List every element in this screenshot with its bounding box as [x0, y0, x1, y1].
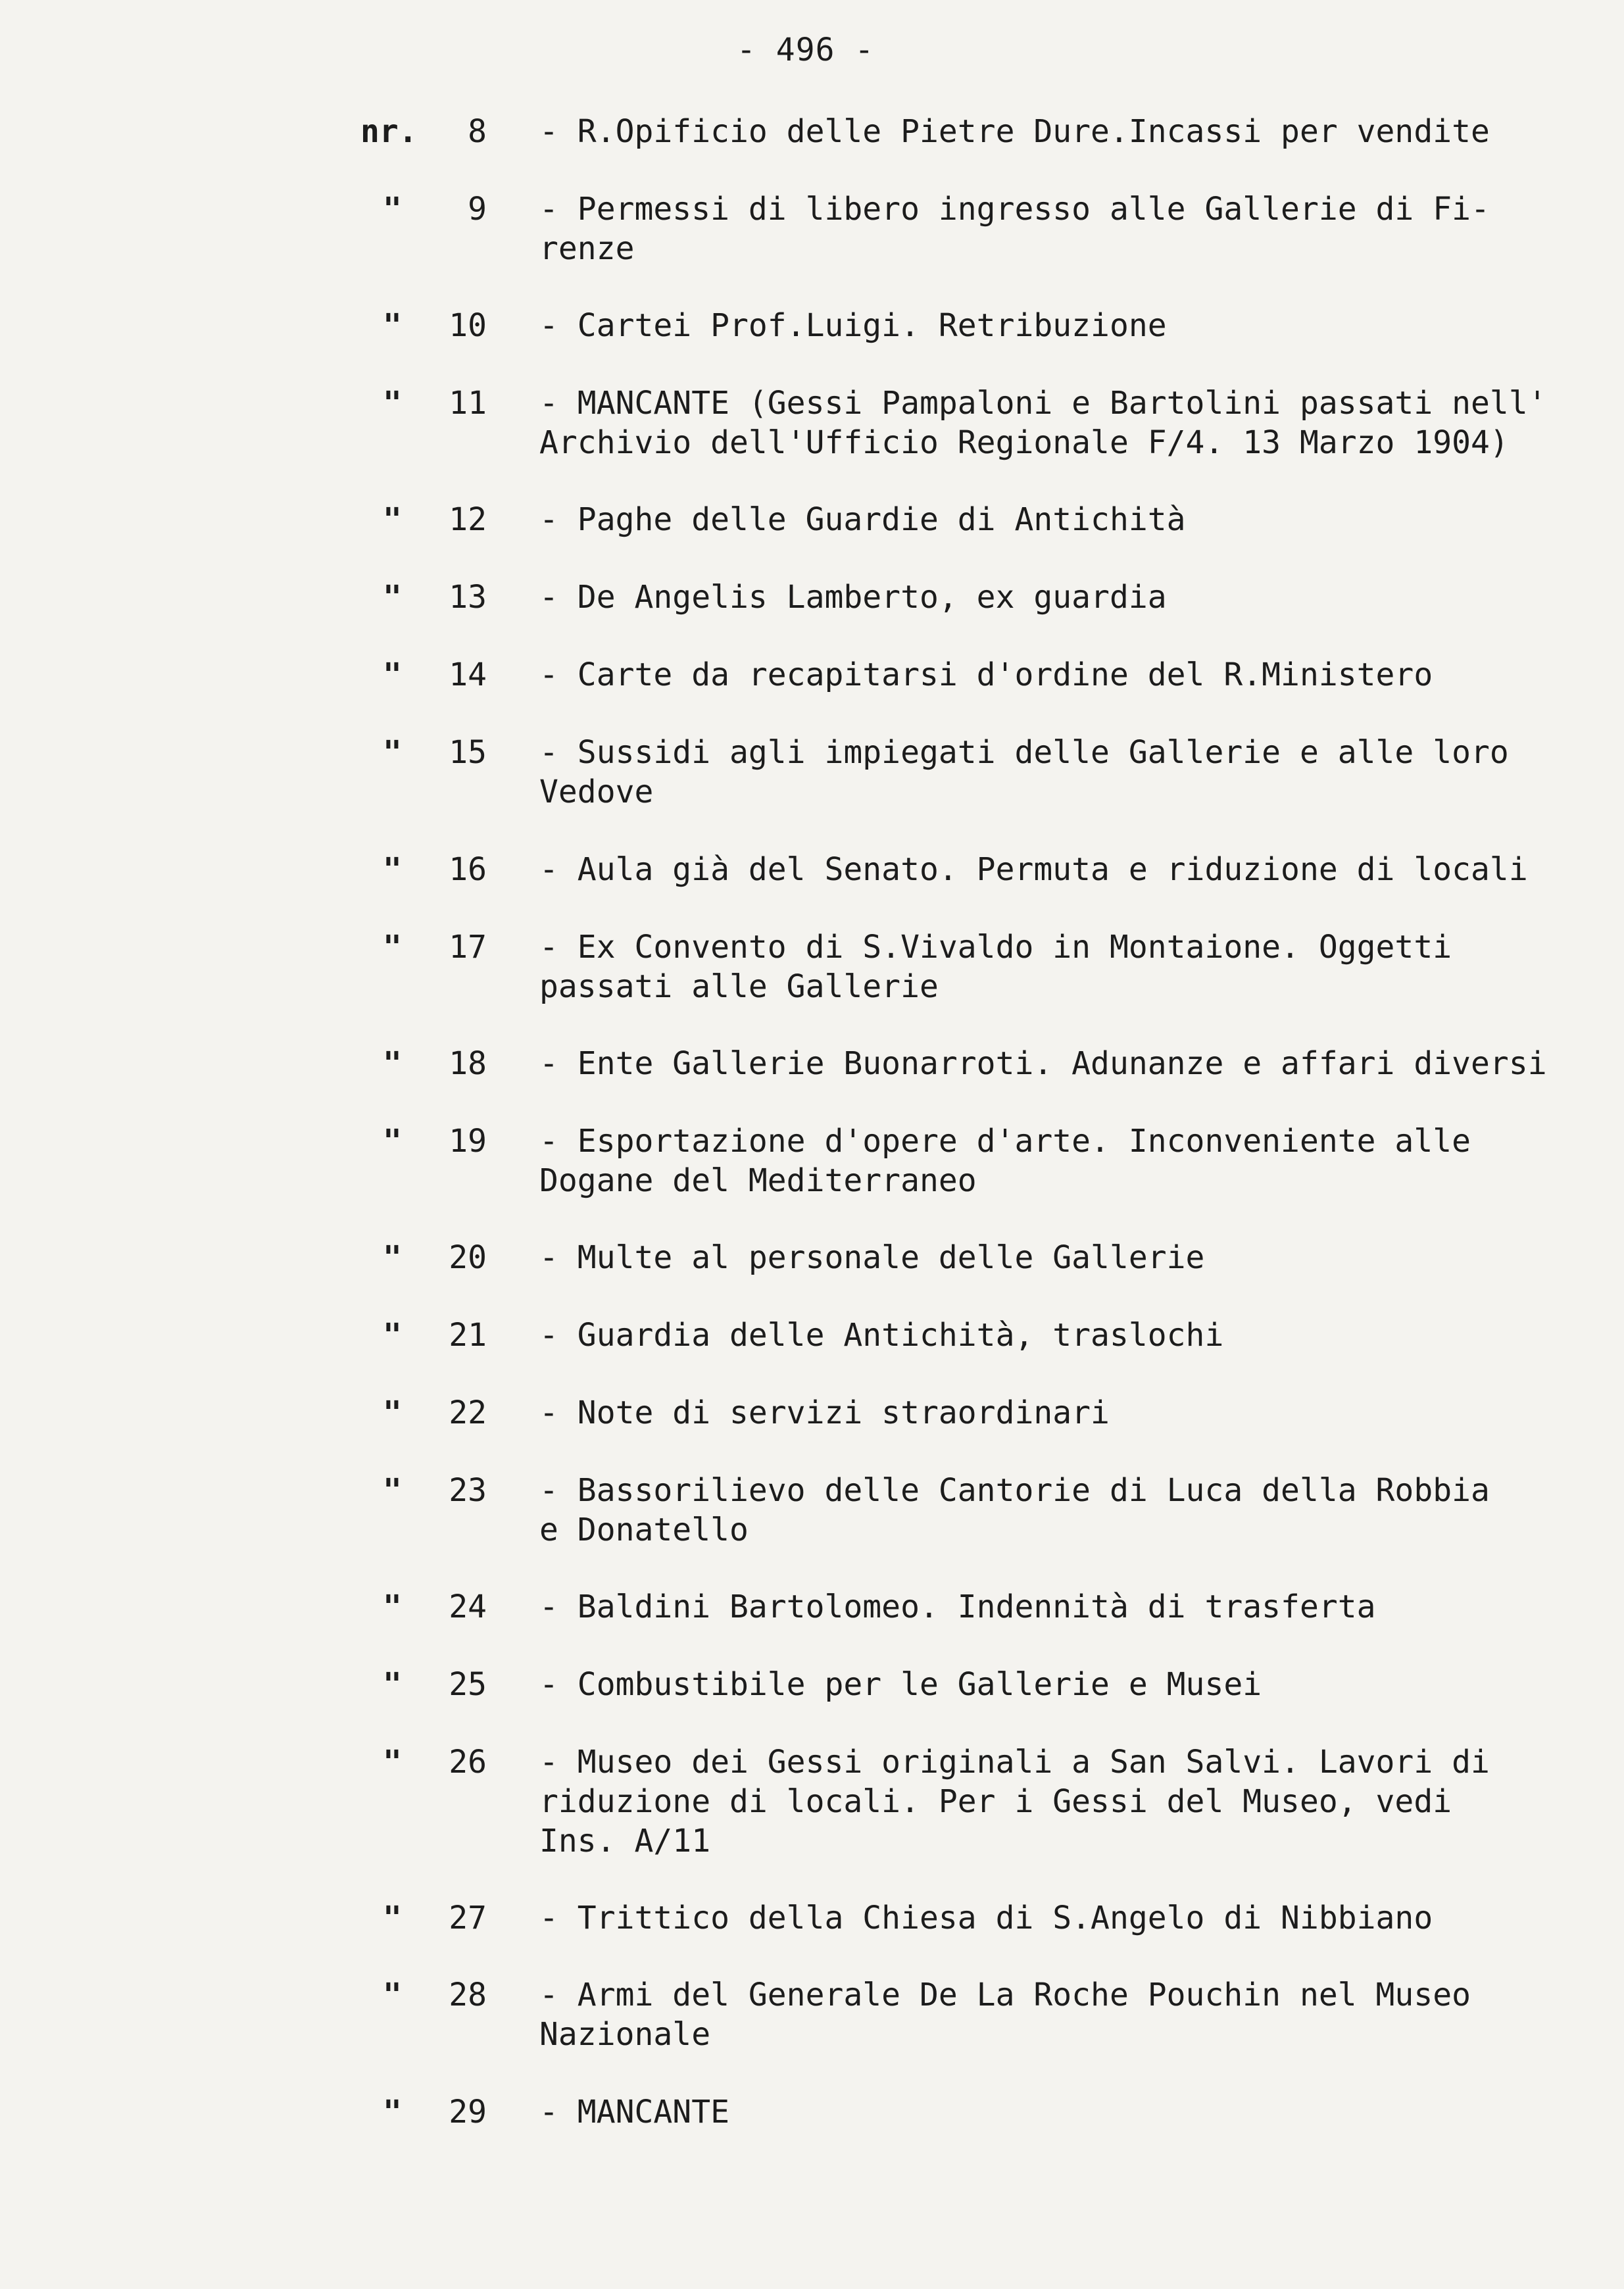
entry-prefix: ": [383, 929, 402, 966]
entry-description: [539, 1316, 1605, 1355]
entry-description-line: - MANCANTE: [539, 2094, 729, 2130]
entry-number: 8: [468, 113, 487, 150]
entry-description-line: - Museo dei Gessi originali a San Salvi. Lavori di: [539, 1744, 1490, 1781]
entry-number: 21: [449, 1317, 487, 1354]
entry-number: 11: [449, 385, 487, 422]
entry-description-line: Vedove: [539, 774, 654, 810]
entry-prefix: ": [383, 1394, 402, 1431]
entry-description-line: - Baldini Bartolomeo. Indennità di trasferta: [539, 1588, 1376, 1625]
entry-description: [539, 383, 1605, 462]
entry-description-line: - De Angelis Lamberto, ex guardia: [539, 579, 1167, 616]
entry-number: 16: [449, 851, 487, 888]
entry-number: 10: [449, 307, 487, 344]
entry-description: [539, 1044, 1605, 1083]
entry-description: [539, 1121, 1605, 1200]
entry-description: [539, 306, 1605, 345]
entry-number: 13: [449, 579, 487, 616]
entry-description: [539, 927, 1605, 1006]
entry-prefix: nr.: [360, 113, 418, 150]
entry-number: 20: [449, 1239, 487, 1276]
entry-description: [539, 1587, 1605, 1627]
entry-description-line: - Aula già del Senato. Permuta e riduzione di locali: [539, 851, 1528, 888]
entry-number: 26: [449, 1744, 487, 1781]
entry-description-line: - Guardia delle Antichità, traslochi: [539, 1317, 1224, 1354]
entry-description-line: - Armi del Generale De La Roche Pouchin nel Museo: [539, 1977, 1471, 2013]
entry-description: [539, 850, 1605, 889]
entry-prefix: ": [383, 191, 402, 228]
entry-description-line: riduzione di locali. Per i Gessi del Museo, vedi: [539, 1783, 1452, 1820]
entry-description-line: - Bassorilievo delle Cantorie di Luca della Robbia: [539, 1472, 1490, 1509]
entry-description: [539, 1898, 1605, 1938]
entry-description-line: - R.Opificio delle Pietre Dure.Incassi per vendite: [539, 113, 1490, 150]
entry-description: [539, 112, 1605, 151]
entry-description-line: - Multe al personale delle Gallerie: [539, 1239, 1205, 1276]
entry-number: 18: [449, 1045, 487, 1082]
entry-prefix: ": [383, 1472, 402, 1509]
entry-description-line: - Trittico della Chiesa di S.Angelo di Nibbiano: [539, 1900, 1433, 1936]
entry-description-line: renze: [539, 230, 635, 267]
entry-number: 17: [449, 929, 487, 966]
entry-description-line: - Combustibile per le Gallerie e Musei: [539, 1666, 1262, 1703]
entry-number: 28: [449, 1977, 487, 2013]
entry-prefix: ": [383, 1123, 402, 1160]
entry-prefix: ": [383, 1239, 402, 1276]
entry-description: [539, 1975, 1605, 2054]
entry-description-line: Ins. A/11: [539, 1823, 711, 1859]
entry-description: [539, 500, 1605, 539]
entry-prefix: ": [383, 1900, 402, 1936]
entry-number: 27: [449, 1900, 487, 1936]
entry-description: [539, 189, 1605, 268]
entry-prefix: ": [383, 656, 402, 693]
entry-description: [539, 733, 1605, 812]
entry-number: 15: [449, 734, 487, 771]
entry-description: [539, 1393, 1605, 1433]
entry-prefix: ": [383, 1317, 402, 1354]
entry-number: 14: [449, 656, 487, 693]
entry-prefix: ": [383, 851, 402, 888]
entry-description-line: Dogane del Mediterraneo: [539, 1162, 977, 1199]
entry-number: 22: [449, 1394, 487, 1431]
entry-description-line: e Donatello: [539, 1512, 749, 1548]
entry-description-line: Archivio dell'Ufficio Regionale F/4. 13 Marzo 1904): [539, 424, 1509, 461]
entry-prefix: ": [383, 385, 402, 422]
entry-description: [539, 1238, 1605, 1277]
entry-prefix: ": [383, 2094, 402, 2130]
entry-prefix: ": [383, 1744, 402, 1781]
entry-description-line: - Sussidi agli impiegati delle Gallerie e alle loro: [539, 734, 1509, 771]
entry-number: 12: [449, 501, 487, 538]
entry-prefix: ": [383, 307, 402, 344]
entry-number: 19: [449, 1123, 487, 1160]
entry-description-line: - Carte da recapitarsi d'ordine del R.Ministero: [539, 656, 1433, 693]
entry-description-line: passati alle Gallerie: [539, 968, 939, 1005]
entry-description-line: - Cartei Prof.Luigi. Retribuzione: [539, 307, 1167, 344]
entry-description-line: - MANCANTE (Gessi Pampaloni e Bartolini passati nell': [539, 385, 1547, 422]
entry-prefix: ": [383, 1666, 402, 1703]
entry-description-line: - Esportazione d'opere d'arte. Inconveniente alle: [539, 1123, 1471, 1160]
entry-description: [539, 2092, 1605, 2132]
entry-description-line: Nazionale: [539, 2016, 711, 2053]
entry-number: 24: [449, 1588, 487, 1625]
entry-description-line: - Permessi di libero ingresso alle Gallerie di Fi-: [539, 191, 1490, 228]
entry-prefix: ": [383, 1977, 402, 2013]
entry-number: 23: [449, 1472, 487, 1509]
page-number: - 496 -: [737, 32, 875, 68]
entry-description-line: - Ex Convento di S.Vivaldo in Montaione. Oggetti: [539, 929, 1452, 966]
entry-prefix: ": [383, 1588, 402, 1625]
entry-description-line: - Paghe delle Guardie di Antichità: [539, 501, 1186, 538]
entry-number: 25: [449, 1666, 487, 1703]
entry-number: 29: [449, 2094, 487, 2130]
entry-description: [539, 1665, 1605, 1704]
entry-prefix: ": [383, 579, 402, 616]
entry-prefix: ": [383, 501, 402, 538]
entry-description: [539, 1471, 1605, 1550]
entry-prefix: ": [383, 1045, 402, 1082]
entry-description-line: - Ente Gallerie Buonarroti. Adunanze e affari diversi: [539, 1045, 1547, 1082]
entry-description: [539, 655, 1605, 695]
entry-number: 9: [468, 191, 487, 228]
entry-prefix: ": [383, 734, 402, 771]
entry-description: [539, 1742, 1605, 1861]
entry-description: [539, 578, 1605, 617]
entry-description-line: - Note di servizi straordinari: [539, 1394, 1110, 1431]
